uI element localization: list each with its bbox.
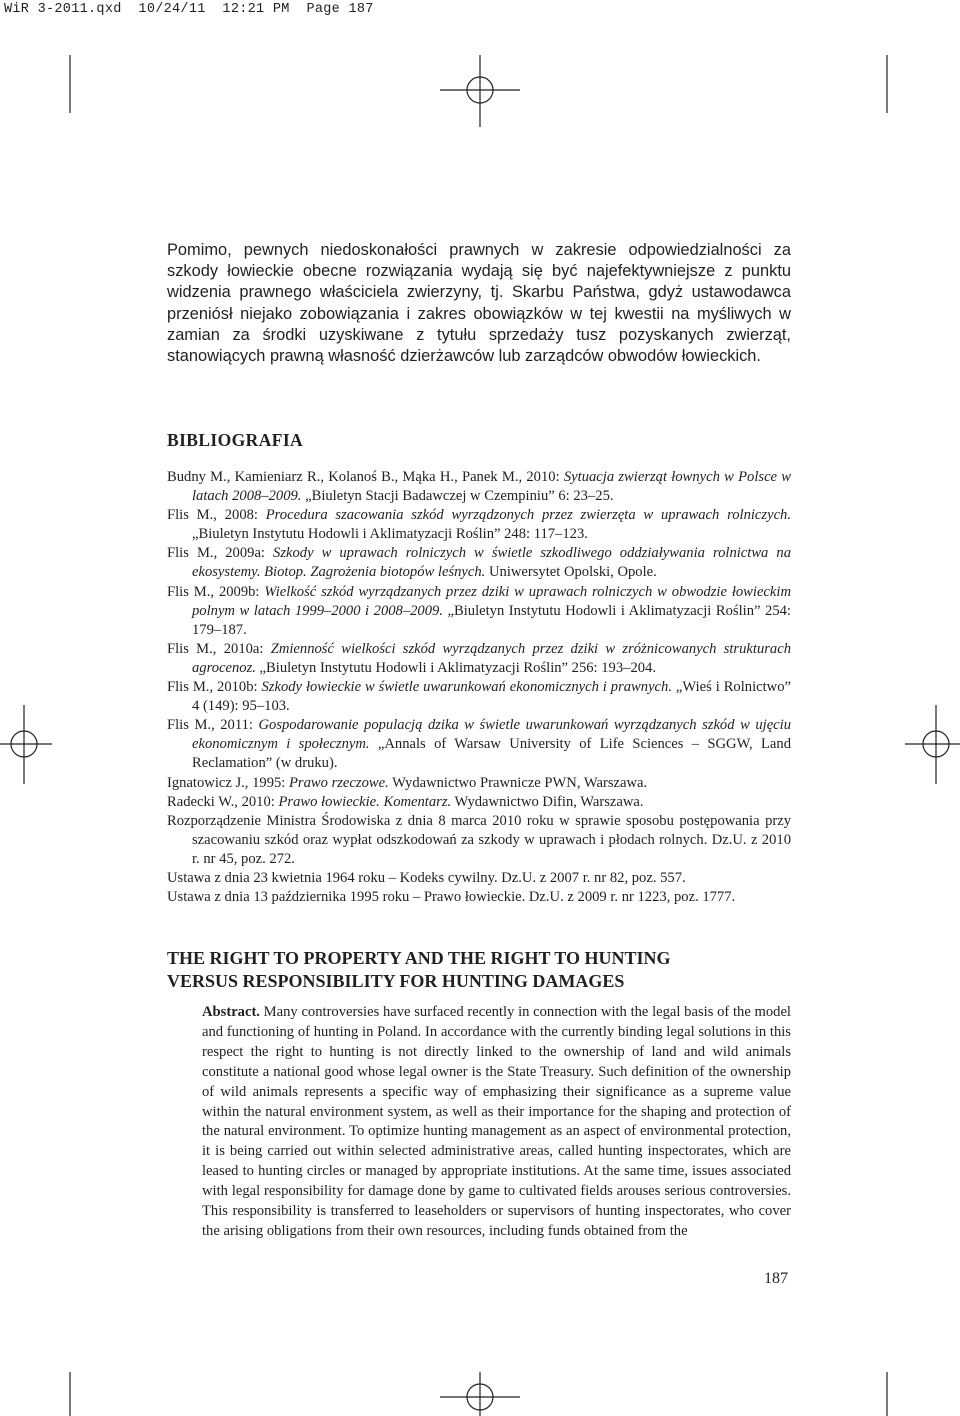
registration-mark-bottom <box>440 1372 520 1416</box>
reference-item: Ustawa z dnia 23 kwietnia 1964 roku – Kodeks cywilny. Dz.U. z 2007 r. nr 82, poz. 557. <box>167 869 686 886</box>
reference-item: Flis M., 2011: Gospodarowanie populacją dzika w świetle uwarunkowań wyrządzanych szkód w ujęciu ekonomicznym i społecznym. „Annals of Warsaw University of Life Sciences – SGGW, Land Reclamation” (w druku). <box>167 717 792 772</box>
abstract-label: Abstract. <box>202 1004 260 1020</box>
reference-item: Ustawa z dnia 13 października 1995 roku – Prawo łowieckie. Dz.U. z 2009 r. nr 1223, poz. 1777. <box>167 889 736 906</box>
bibliography-heading: BIBLIOGRAFIA <box>167 430 304 450</box>
print-slug-line: WiR 3-2011.qxd 10/24/11 12:21 PM Page 187 <box>4 2 374 17</box>
abstract-text: Many controversies have surfaced recently in connection with the legal basis of the model and functioning of hunting in Poland. In accordance with the currently binding legal solutions in this respect the right to hunting is not directly linked to the ownership of land and wild animals constitute a national good whose legal owner is the State Treasury. Such definition of the ownership of wild animals represents a specific way of emphasizing their significance as a supreme value within the natural environment system, as well as their importance for the shaping and protection of the natural environment. To optimize hunting management as an aspect of environmental protection, it is being carried out within selected administrative areas, called hunting inspectorates, which are leased to hunting circles or managed by appropriate institutions. At the same time, issues associated with legal responsibility for damage done by game to cultivated fields arouses serious controversies. This responsibility is transferred to leaseholders or supervisors of hunting inspectorates, who cover the arising obligations from their own resources, including funds obtained from the <box>202 1004 791 1239</box>
reference-list <box>167 468 791 907</box>
reference-item: Flis M., 2009b: Wielkość szkód wyrządzanych przez dziki w uprawach rolniczych w obwodzie łowieckim polnym w latach 1999–2000 i 2008–2009. „Biuletyn Instytutu Hodowli i Aklimatyzacji Roślin” 254: 179–187. <box>167 583 791 638</box>
registration-mark-right <box>905 705 960 784</box>
page-number: 187 <box>764 1270 788 1287</box>
reference-item: Flis M., 2010a: Zmienność wielkości szkód wyrządzanych przez dziki w zróżnicowanych strukturach agrocenoz. „Biuletyn Instytutu Hodowli i Aklimatyzacji Roślin” 256: 193–204. <box>167 640 791 676</box>
registration-mark-left <box>0 705 52 784</box>
reference-item: Ignatowicz J., 1995: Prawo rzeczowe. Wydawnictwo Prawnicze PWN, Warszawa. <box>167 774 648 791</box>
abstract-paragraph <box>202 1003 791 1242</box>
english-title-line-2: VERSUS RESPONSIBILITY FOR HUNTING DAMAGES <box>167 970 625 991</box>
reference-item: Budny M., Kamieniarz R., Kolanoś B., Mąka H., Panek M., 2010: Sytuacja zwierząt łownych w Polsce w latach 2008–2009. „Biuletyn Stacji Badawczej w Czempiniu” 6: 23–25. <box>167 469 791 505</box>
reference-item: Flis M., 2009a: Szkody w uprawach rolniczych w świetle szkodliwego oddziaływania rolnictwa na ekosystemy. Biotop. Zagrożenia biotopów leśnych. Uniwersytet Opolski, Opole. <box>167 545 791 581</box>
english-title-line-1: THE RIGHT TO PROPERTY AND THE RIGHT TO HUNTING <box>167 948 671 968</box>
reference-item: Flis M., 2008: Procedura szacowania szkód wyrządzonych przez zwierzęta w uprawach rolniczych. „Biuletyn Instytutu Hodowli i Aklimatyzacji Roślin” 248: 117–123. <box>167 507 791 543</box>
reference-item: Radecki W., 2010: Prawo łowieckie. Komentarz. Wydawnictwo Difin, Warszawa. <box>167 793 644 810</box>
reference-item: Flis M., 2010b: Szkody łowieckie w świetle uwarunkowań ekonomicznych i prawnych. „Wieś i Rolnictwo” 4 (149): 95–103. <box>167 679 791 715</box>
english-article-title <box>167 947 807 992</box>
reference-item: Rozporządzenie Ministra Środowiska z dnia 8 marca 2010 roku w sprawie sposobu postępowania przy szacowaniu szkód oraz wypłat odszkodowań za szkody w uprawach i płodach rolnych. Dz.U. z 2010 r. nr 45, poz. 272. <box>167 812 791 867</box>
registration-mark-top <box>440 55 520 127</box>
closing-paragraph: Pomimo, pewnych niedoskonałości prawnych w zakresie odpowiedzialności za szkody łowieckie obecne rozwiązania wydają się być najefektywniejsze z punktu widzenia prawnego właściciela zwierzyny, tj. Skarbu Państwa, gdyż ustawodawca przeniósł niejako zobowiązania i zakres obowiązków w tej kwestii na myśliwych w zamian za środki uzyskiwane z tytułu sprzedaży tusz pozyskanych zwierząt, stanowiących prawną własność dzierżawców lub zarządców obwodów łowieckich. <box>167 241 791 366</box>
